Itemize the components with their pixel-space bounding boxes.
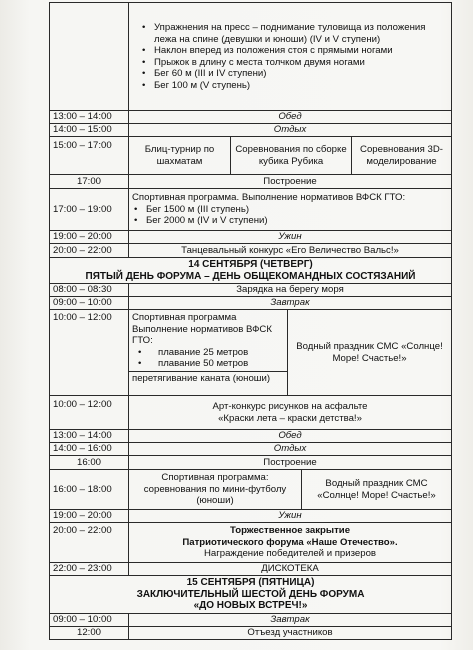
table-row — [50, 137, 452, 175]
table-row — [50, 189, 452, 231]
table-row — [50, 297, 452, 310]
time-cell: 16:00 – 18:00 — [50, 470, 129, 510]
water-festival-cell: Водный праздник СМС «Солнце! Море! Счастье!» — [288, 310, 452, 396]
list-item: • плавание 25 метров — [138, 347, 284, 359]
event-cell: Построение — [129, 175, 452, 189]
event-cell: Танцевальный конкурс «Его Величество Вальс!» — [129, 244, 452, 258]
day-header — [50, 576, 452, 614]
event-cell: Ужин — [129, 510, 452, 523]
art-contest-cell: Арт-конкурс рисунков на асфальте «Краски лета – краски детства!» — [129, 396, 452, 430]
empty-time-cell — [50, 3, 129, 111]
rubik-cube-cell: Соревнования по сборке кубика Рубика — [231, 137, 352, 175]
time-cell: 20:00 – 22:00 — [50, 244, 129, 258]
list-item: • плавание 50 метров — [138, 358, 284, 370]
table-row — [50, 111, 452, 124]
table-row — [50, 430, 452, 443]
table-row — [50, 443, 452, 456]
list-item: • Бег 100 м (V ступень) — [154, 80, 448, 92]
water-festival-cell: Водный праздник СМС «Солнце! Море! Счастье!» — [302, 470, 452, 510]
list-item: • Прыжок в длину с места толчком двумя ногами — [154, 57, 448, 69]
swim-list — [132, 347, 284, 370]
event-cell: Отдых — [129, 443, 452, 456]
list-item: • Упражнения на пресс – поднимание туловища из положения лежа на спине (девушки и юноши) (IV и V ступени) — [154, 22, 448, 45]
chess-tournament-cell: Блиц-турнир по шахматам — [129, 137, 231, 175]
day-date: 15 СЕНТЯБРЯ (ПЯТНИЦА) — [186, 577, 315, 589]
table-row — [50, 627, 452, 640]
time-cell: 10:00 – 12:00 — [50, 310, 129, 396]
tug-of-war: перетягивание каната (юноши) — [129, 371, 287, 385]
event-cell: Завтрак — [129, 297, 452, 310]
event-cell: Отдых — [129, 124, 452, 137]
table-row — [50, 244, 452, 258]
day-title: ПЯТЫЙ ДЕНЬ ФОРУМА – ДЕНЬ ОБЩЕКОМАНДНЫХ СОСТЯЗАНИЙ — [85, 270, 416, 282]
time-cell: 19:00 – 20:00 — [50, 510, 129, 523]
event-cell: Обед — [129, 111, 452, 124]
time-cell: 20:00 – 22:00 — [50, 523, 129, 563]
table-row — [50, 124, 452, 137]
closing-ceremony-cell — [129, 523, 452, 563]
schedule-table — [49, 2, 452, 640]
time-cell: 22:00 – 23:00 — [50, 563, 129, 576]
closing-line: Торжественное закрытие — [229, 525, 351, 537]
table-row — [50, 510, 452, 523]
sport-program-cell — [129, 189, 452, 231]
exercise-list-cell — [129, 3, 452, 111]
time-cell: 12:00 — [50, 627, 129, 640]
time-cell: 17:00 – 19:00 — [50, 189, 129, 231]
event-cell: Отъезд участников — [129, 627, 452, 640]
table-row — [50, 563, 452, 576]
list-item: • Бег 1500 м (III ступень) — [146, 204, 448, 216]
event-cell: Построение — [129, 456, 452, 470]
day-date: 14 СЕНТЯБРЯ (ЧЕТВЕРГ) — [188, 259, 313, 270]
time-cell: 09:00 – 10:00 — [50, 614, 129, 627]
event-cell: Обед — [129, 430, 452, 443]
exercise-list — [132, 22, 448, 91]
event-cell: Ужин — [129, 231, 452, 244]
table-row — [50, 258, 452, 284]
run-list — [132, 204, 448, 227]
time-cell: 16:00 — [50, 456, 129, 470]
time-cell: 09:00 – 10:00 — [50, 297, 129, 310]
table-row — [50, 523, 452, 563]
day-subtitle: «ДО НОВЫХ ВСТРЕЧ!» — [193, 600, 308, 612]
time-cell: 17:00 — [50, 175, 129, 189]
gto-swim-cell — [129, 310, 288, 396]
table-row — [50, 470, 452, 510]
closing-line: Патриотического форума «Наше Отечество». — [182, 536, 398, 548]
time-cell: 08:00 – 08:30 — [50, 284, 129, 297]
time-cell: 10:00 – 12:00 — [50, 396, 129, 430]
time-cell: 15:00 – 17:00 — [50, 137, 129, 175]
sport-program-title: Спортивная программа. Выполнение нормативов ВФСК ГТО: — [132, 192, 406, 204]
time-cell: 13:00 – 14:00 — [50, 111, 129, 124]
table-row — [50, 396, 452, 430]
table-row — [50, 456, 452, 470]
time-cell: 13:00 – 14:00 — [50, 430, 129, 443]
event-cell: ДИСКОТЕКА — [129, 563, 452, 576]
event-cell: Зарядка на берегу моря — [129, 284, 452, 297]
time-cell: 14:00 – 16:00 — [50, 443, 129, 456]
day-title: ЗАКЛЮЧИТЕЛЬНЫЙ ШЕСТОЙ ДЕНЬ ФОРУМА — [136, 588, 365, 600]
list-item: • Наклон вперед из положения стоя с прямыми ногами — [154, 45, 448, 57]
3d-modeling-cell: Соревнования 3D-моделирование — [352, 137, 452, 175]
time-cell: 19:00 – 20:00 — [50, 231, 129, 244]
mini-football-cell: Спортивная программа: соревнования по мини-футболу (юноши) — [129, 470, 302, 510]
table-row — [50, 310, 452, 396]
gto-title: Спортивная программа Выполнение нормативов ВФСК ГТО: — [132, 312, 272, 346]
event-cell: Завтрак — [129, 614, 452, 627]
table-row — [50, 231, 452, 244]
table-row — [50, 284, 452, 297]
closing-line: Награждение победителей и призеров — [204, 548, 377, 560]
list-item: • Бег 2000 м (IV и V ступени) — [146, 215, 448, 227]
table-row — [50, 614, 452, 627]
table-row — [50, 175, 452, 189]
table-row — [50, 576, 452, 614]
list-item: • Бег 60 м (III и IV ступени) — [154, 68, 448, 80]
time-cell: 14:00 – 15:00 — [50, 124, 129, 137]
table-row — [50, 3, 452, 111]
day-header — [50, 258, 452, 284]
